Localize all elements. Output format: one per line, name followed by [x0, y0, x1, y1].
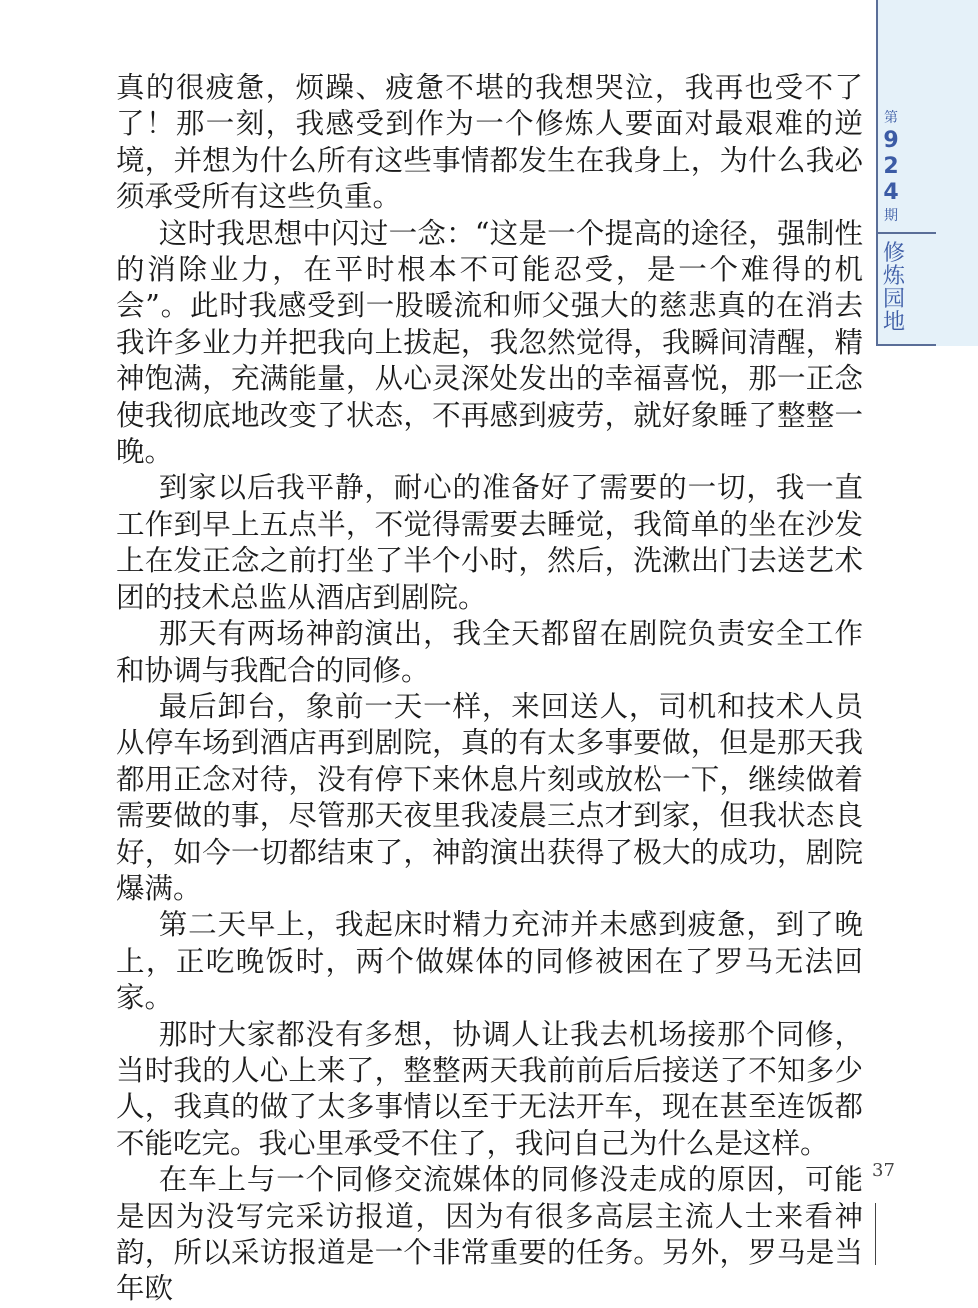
column-title-char: 修 [882, 241, 905, 266]
issue-prefix: 第 [884, 110, 898, 126]
paragraph: 在车上与一个同修交流媒体的同修没走成的原因，可能是因为没写完采访报道，因为有很多高层主流人士来看神韵，所以采访报道是一个非常重要的任务。另外，罗马是当年欧 [116, 1163, 863, 1306]
paragraph: 真的很疲惫，烦躁、疲惫不堪的我想哭泣，我再也受不了了！那一刻，我感受到作为一个修炼人要面对最艰难的逆境，并想为什么所有这些事情都发生在我身上，为什么我必须承受所有这些负重。 [116, 71, 863, 214]
paragraph: 这时我思想中闪过一念：“这是一个提高的途径，强制性的消除业力，在平时根本不可能忍受，是一个难得的机会”。此时我感受到一股暖流和师父强大的慈悲真的在消去我许多业力并把我向上拔起，我忽然觉得，我瞬间清醒，精神饱满，充满能量，从心灵深处发出的幸福喜悦，那一正念使我彻底地改变了状态，不再感到疲劳，就好象睡了整整一晚。 [116, 216, 863, 469]
column-title-char: 园 [882, 287, 905, 312]
paragraph: 那天有两场神韵演出，我全天都留在剧院负责安全工作和协调与我配合的同修。 [116, 617, 863, 687]
paragraph: 那时大家都没有多想，协调人让我去机场接那个同修，当时我的人心上来了，整整两天我前前后后接送了不知多少人，我真的做了太多事情以至于无法开车，现在甚至连饭都不能吃完。我心里承受不住了，我问自己为什么是这样。 [116, 1017, 863, 1160]
column-title-char: 炼 [882, 264, 905, 289]
page-number: 37 [872, 1160, 895, 1181]
sidebar-divider [876, 232, 936, 234]
paragraph: 第二天早上，我起床时精力充沛并未感到疲惫，到了晚上，正吃晚饭时，两个做媒体的同修被困在了罗马无法回家。 [116, 908, 863, 1015]
issue-digit: 2 [883, 154, 899, 179]
paragraph: 最后卸台，象前一天一样，来回送人，司机和技术人员从停车场到酒店再到剧院，真的有太多事要做，但是那天我都用正念对待，没有停下来休息片刻或放松一下，继续做着需要做的事，尽管那天夜里我凌晨三点才到家，但我状态良好，如今一切都结束了，神韵演出获得了极大的成功，剧院爆满。 [116, 689, 863, 905]
article-body [116, 70, 863, 1308]
issue-number [876, 108, 906, 226]
issue-digit: 9 [883, 128, 899, 153]
issue-digit: 4 [883, 180, 899, 205]
sidebar-bottom-rule [876, 344, 936, 346]
footer-rule [875, 1203, 876, 1265]
column-title-char: 地 [882, 310, 905, 335]
column-title [876, 242, 912, 334]
paragraph: 到家以后我平静，耐心的准备好了需要的一切，我一直工作到早上五点半，不觉得需要去睡觉，我简单的坐在沙发上在发正念之前打坐了半个小时，然后，洗漱出门去送艺术团的技术总监从酒店到剧院。 [116, 471, 863, 614]
issue-suffix: 期 [884, 208, 898, 224]
